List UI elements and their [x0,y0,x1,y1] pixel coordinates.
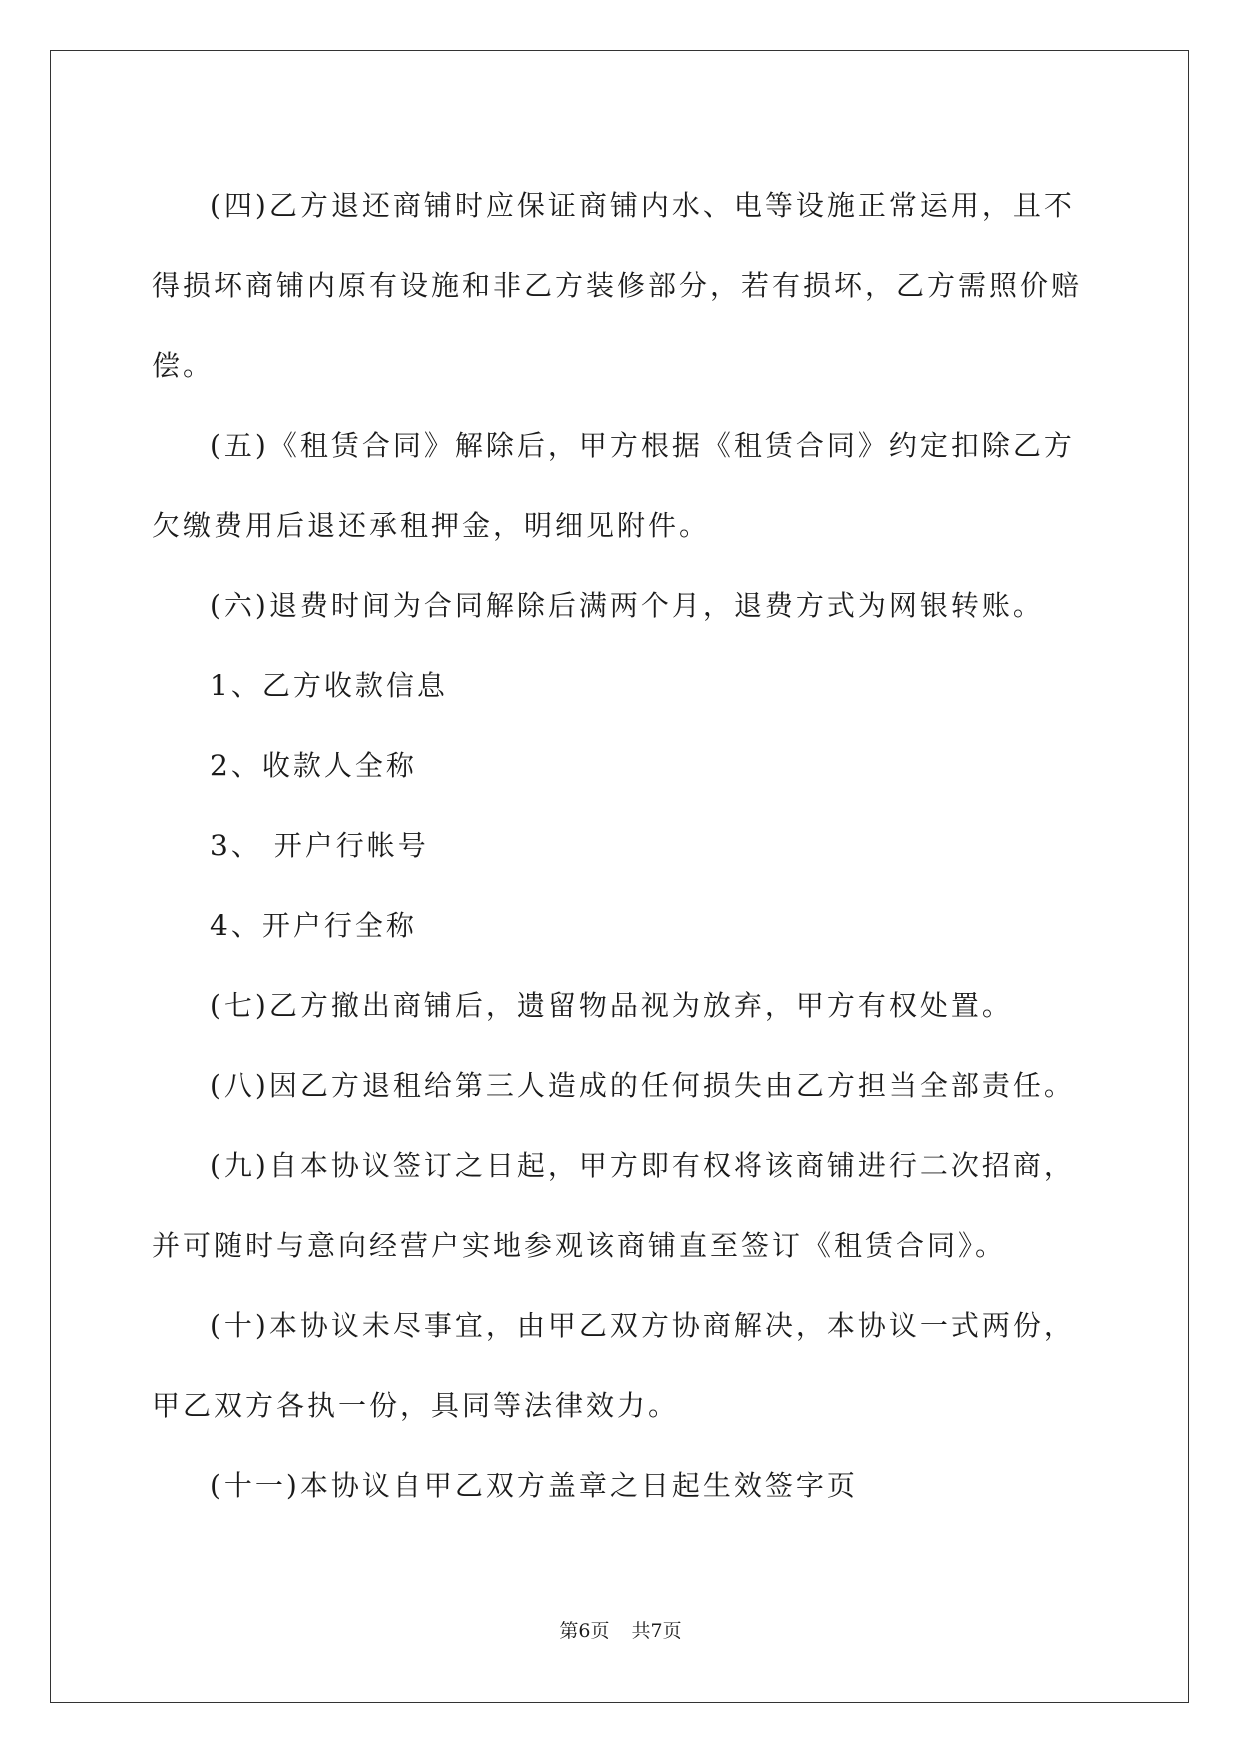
list-item-payee-name: 2、收款人全称 [210,749,417,782]
paragraph-7: (七)乙方撤出商铺后，遗留物品视为放弃，甲方有权处置。 [210,989,1013,1022]
page-number: 第6页 [559,1620,610,1642]
page-footer [0,1616,1241,1643]
document-body [152,166,1092,1526]
list-item-bank-name: 4、开户行全称 [210,909,417,942]
paragraph-4: (四)乙方退还商铺时应保证商铺内水、电等设施正常运用，且不得损坏商铺内原有设施和非乙方装修部分，若有损坏，乙方需照价赔偿。 [152,189,1083,382]
paragraph-5: (五)《租赁合同》解除后，甲方根据《租赁合同》约定扣除乙方欠缴费用后退还承租押金，明细见附件。 [152,429,1075,542]
paragraph-9: (九)自本协议签订之日起，甲方即有权将该商铺进行二次招商，并可随时与意向经营户实地参观该商铺直至签订《租赁合同》。 [152,1149,1075,1262]
paragraph-6: (六)退费时间为合同解除后满两个月，退费方式为网银转账。 [210,589,1044,622]
paragraph-10: (十)本协议未尽事宜，由甲乙双方协商解决，本协议一式两份，甲乙双方各执一份，具同等法律效力。 [152,1309,1075,1422]
list-item-payee-info: 1、乙方收款信息 [210,669,448,702]
paragraph-8: (八)因乙方退租给第三人造成的任何损失由乙方担当全部责任。 [210,1069,1075,1102]
list-item-account-number: 3、 开户行帐号 [210,829,429,862]
paragraph-11: (十一)本协议自甲乙双方盖章之日起生效签字页 [210,1469,858,1502]
page-total: 共7页 [631,1620,682,1642]
